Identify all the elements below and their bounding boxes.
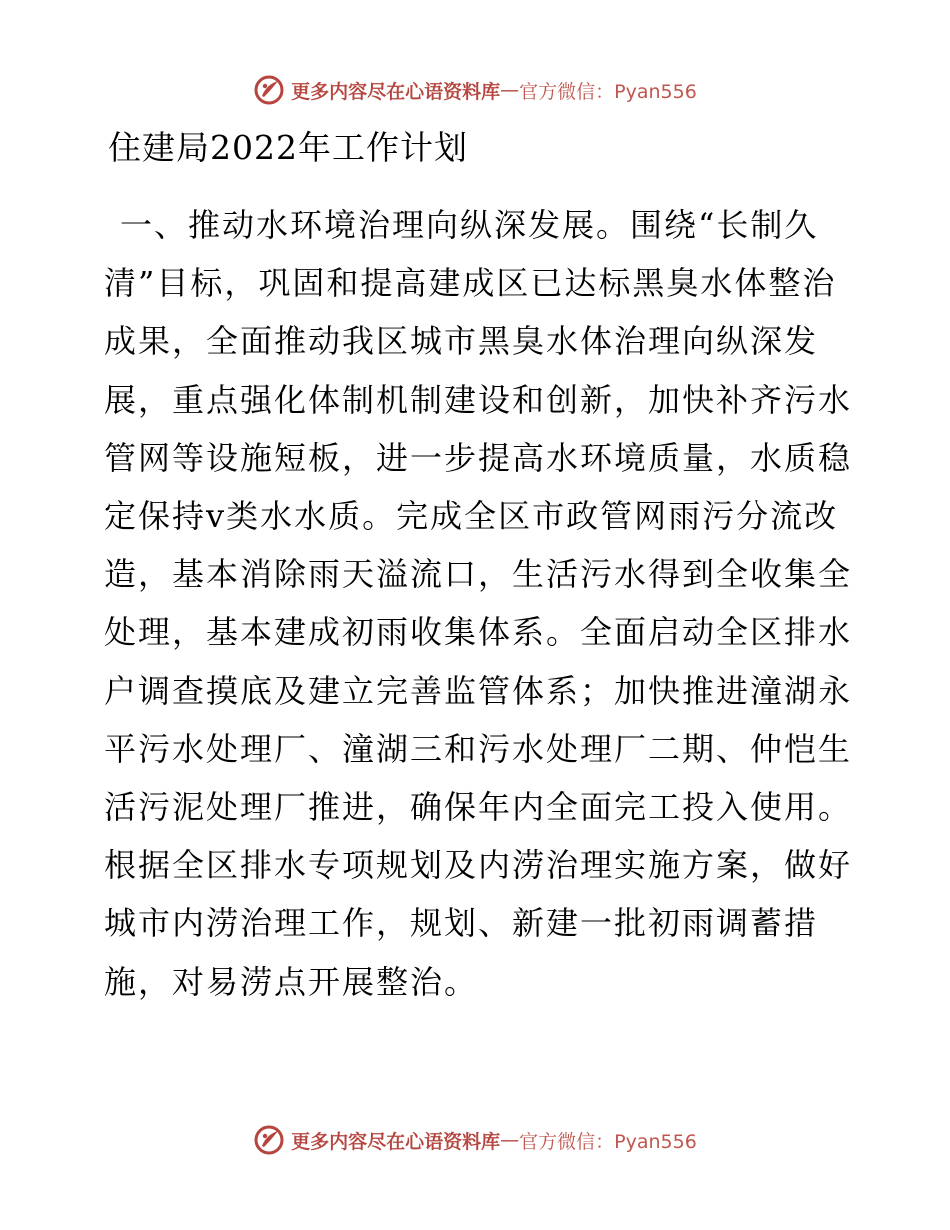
brush-seal-logo-icon	[253, 1124, 285, 1156]
watermark-separator: —	[500, 79, 520, 101]
watermark-separator: —	[500, 1129, 520, 1151]
footer-watermark-banner	[0, 1120, 950, 1160]
watermark-contact-text: 官方微信：Pyan556	[519, 80, 697, 103]
watermark-contact-text: 官方微信：Pyan556	[519, 1130, 697, 1153]
watermark-site-text: 更多内容尽在心语资料库	[291, 80, 501, 103]
document-title: 住建局2022年工作计划	[108, 128, 468, 167]
brush-seal-logo-icon	[253, 74, 285, 106]
header-watermark-banner	[0, 70, 950, 110]
watermark-site-text: 更多内容尽在心语资料库	[291, 1130, 501, 1153]
document-paragraph: 一、推动水环境治理向纵深发展。围绕“长制久清”目标，巩固和提高建成区已达标黑臭水体整治成果，全面推动我区城市黑臭水体治理向纵深发展，重点强化体制机制建设和创新，加快补齐污水管网等设施短板，进一步提高水环境质量，水质稳定保持v类水水质。完成全区市政管网雨污分流改造，基本消除雨天溢流口，生活污水得到全收集全处理，基本建成初雨收集体系。全面启动全区排水户调查摸底及建立完善监管体系；加快推进潼湖永平污水处理厂、潼湖三和污水处理厂二期、仲恺生活污泥处理厂推进，确保年内全面完工投入使用。根据全区排水专项规划及内涝治理实施方案，做好城市内涝治理工作，规划、新建一批初雨调蓄措施，对易涝点开展整治。	[104, 206, 853, 1001]
